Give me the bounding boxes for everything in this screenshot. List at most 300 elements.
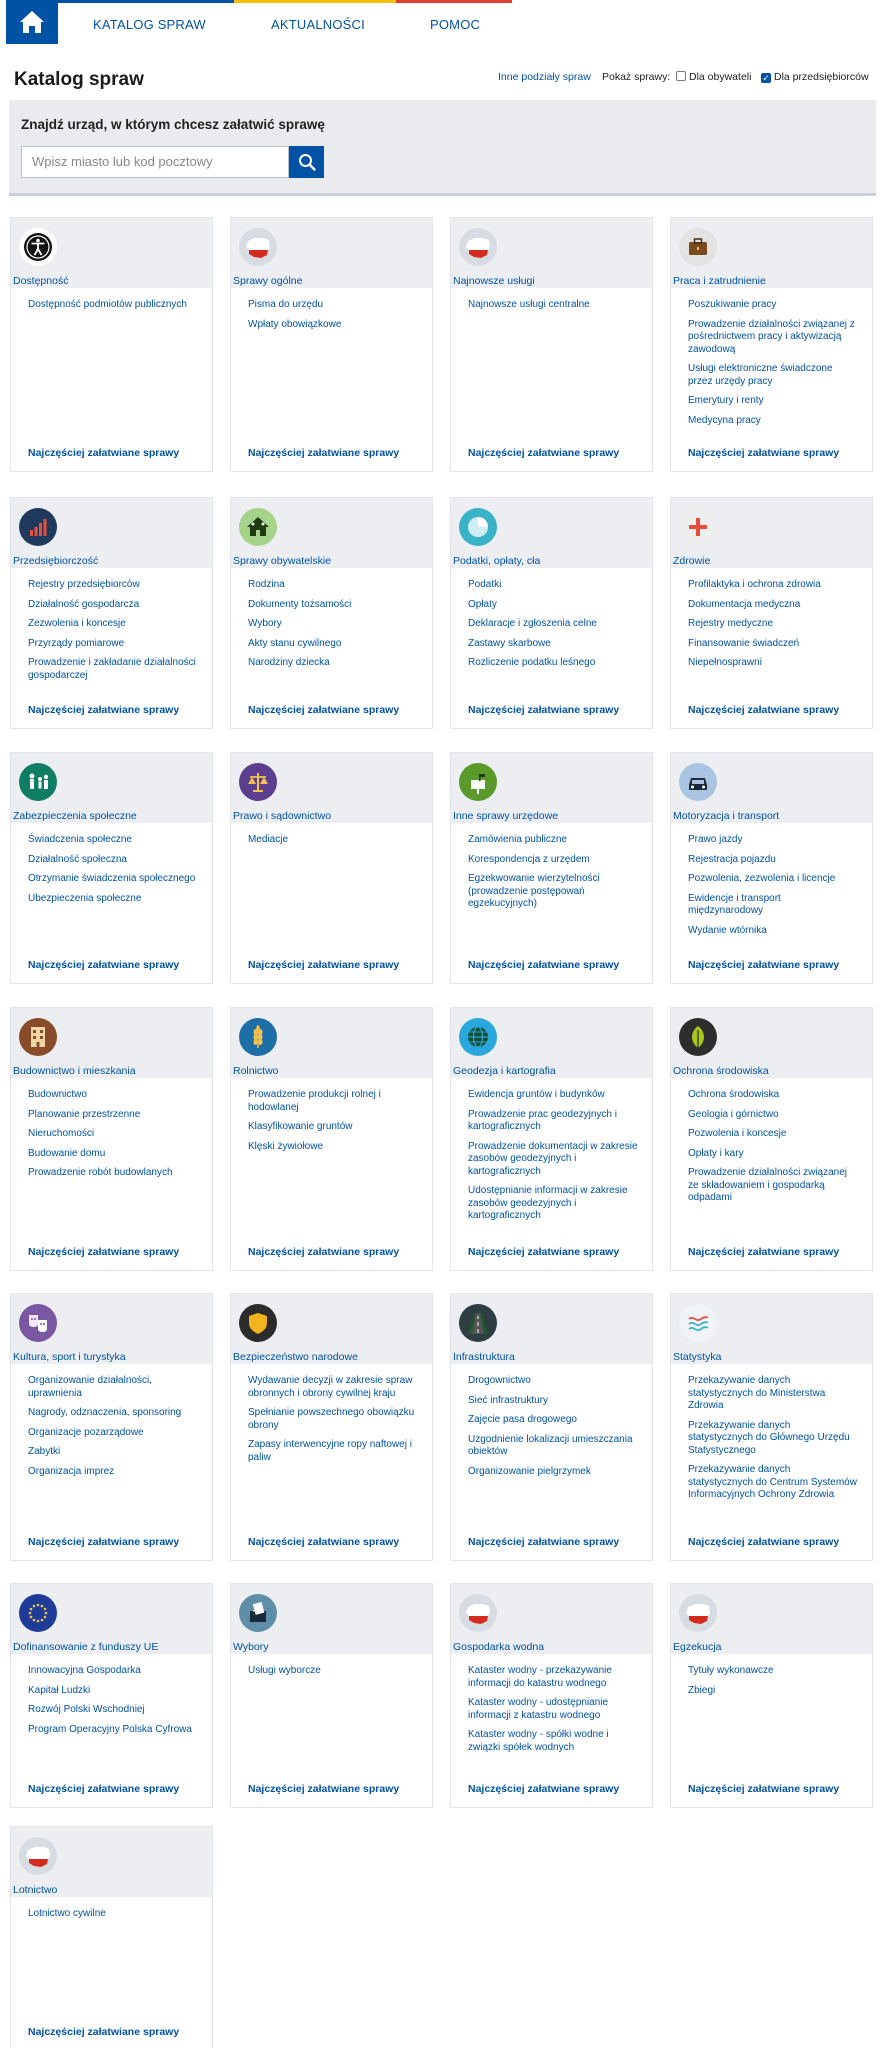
category-card bbox=[670, 752, 873, 984]
category-link[interactable]: Zajęcie pasa drogowego bbox=[468, 1414, 577, 1425]
list-item bbox=[28, 1109, 198, 1122]
category-link[interactable]: Finansowanie świadczeń bbox=[688, 637, 800, 649]
category-links bbox=[11, 1078, 212, 1180]
most-common-link[interactable]: Najczęściej załatwiane sprawy bbox=[28, 1246, 180, 1258]
category-link[interactable]: Pozwolenia i koncesje bbox=[688, 1128, 787, 1139]
category-title[interactable]: Zdrowie bbox=[673, 555, 711, 567]
category-title[interactable]: Zabezpieczenia społeczne bbox=[13, 810, 137, 822]
category-link[interactable]: Usługi wyborcze bbox=[248, 1665, 321, 1676]
category-card bbox=[450, 1583, 653, 1808]
category-title[interactable]: Inne sprawy urzędowe bbox=[453, 810, 559, 822]
category-header bbox=[451, 753, 652, 823]
category-link[interactable]: Mediacje bbox=[248, 834, 289, 845]
list-item bbox=[248, 1141, 418, 1154]
category-card bbox=[670, 497, 873, 729]
list-item bbox=[688, 925, 858, 938]
most-common-link[interactable]: Najczęściej załatwiane sprawy bbox=[468, 1783, 620, 1795]
list-item bbox=[28, 854, 198, 867]
most-common-link[interactable]: Najczęściej załatwiane sprawy bbox=[688, 447, 840, 459]
list-item bbox=[688, 579, 858, 592]
list-item bbox=[688, 638, 858, 651]
category-link[interactable]: Nagrody, odznaczenia, sponsoring bbox=[28, 1407, 182, 1418]
list-item bbox=[248, 1121, 418, 1134]
most-common-link[interactable]: Najczęściej załatwiane sprawy bbox=[248, 959, 400, 971]
most-common-link[interactable]: Najczęściej załatwiane sprawy bbox=[688, 1536, 840, 1548]
most-common-link[interactable]: Najczęściej załatwiane sprawy bbox=[688, 1783, 840, 1795]
most-common-link[interactable]: Najczęściej załatwiane sprawy bbox=[468, 959, 620, 971]
category-links bbox=[11, 288, 212, 312]
list-item bbox=[688, 599, 858, 612]
category-link[interactable]: Sieć infrastruktury bbox=[468, 1394, 549, 1406]
category-link[interactable]: Otrzymanie świadczenia społecznego bbox=[28, 873, 196, 884]
most-common-link[interactable]: Najczęściej załatwiane sprawy bbox=[248, 447, 400, 459]
category-card bbox=[450, 497, 653, 729]
list-item bbox=[688, 363, 858, 388]
list-item bbox=[688, 415, 858, 428]
show-filter bbox=[602, 71, 670, 83]
list-item bbox=[468, 1109, 638, 1134]
category-link[interactable]: Dokumenty tożsamości bbox=[248, 598, 352, 610]
category-link[interactable]: Świadczenia społeczne bbox=[28, 834, 132, 845]
list-item bbox=[28, 1167, 198, 1180]
category-title[interactable]: Budownictwo i mieszkania bbox=[13, 1065, 136, 1077]
most-common-link[interactable]: Najczęściej załatwiane sprawy bbox=[28, 1536, 180, 1548]
mailbox-icon bbox=[459, 763, 497, 801]
category-link[interactable]: Działalność gospodarcza bbox=[28, 598, 140, 610]
category-card bbox=[10, 1826, 213, 2048]
category-links bbox=[11, 1654, 212, 1736]
category-link[interactable]: Medycyna pracy bbox=[688, 414, 761, 426]
category-link[interactable]: Dokumentacja medyczna bbox=[688, 598, 801, 610]
category-links bbox=[451, 568, 652, 670]
business-checkbox[interactable]: ✓ bbox=[762, 73, 770, 83]
category-link[interactable]: Kataster wodny - udostępnianie informacji z katastru wodnego bbox=[468, 1697, 609, 1721]
category-link[interactable]: Rejestry medyczne bbox=[688, 618, 774, 629]
briefcase-icon bbox=[679, 228, 717, 266]
category-link[interactable]: Prowadzenie dokumentacji w zakresie zasobów geodezyjnych i kartograficznych bbox=[468, 1140, 638, 1177]
eu-flag-icon bbox=[19, 1594, 57, 1632]
citizens-checkbox[interactable] bbox=[676, 71, 686, 81]
search-button[interactable] bbox=[289, 146, 324, 178]
poland-map-icon bbox=[459, 1594, 497, 1632]
category-link[interactable]: Działalność społeczna bbox=[28, 853, 127, 865]
list-item bbox=[28, 618, 198, 631]
category-link[interactable]: Akty stanu cywilnego bbox=[248, 637, 342, 649]
category-header bbox=[671, 753, 872, 823]
category-card bbox=[230, 1583, 433, 1808]
category-header bbox=[231, 1008, 432, 1078]
category-card bbox=[670, 217, 873, 472]
category-link[interactable]: Organizowanie działalności, uprawnienia bbox=[28, 1375, 152, 1399]
category-title[interactable]: Praca i zatrudnienie bbox=[673, 275, 766, 287]
category-link[interactable]: Innowacyjna Gospodarka bbox=[28, 1665, 141, 1676]
list-item bbox=[468, 1729, 638, 1754]
most-common-link[interactable]: Najczęściej załatwiane sprawy bbox=[468, 447, 620, 459]
car-icon bbox=[679, 763, 717, 801]
page-title: Katalog spraw bbox=[14, 69, 144, 90]
category-link[interactable]: Rozwój Polski Wschodniej bbox=[28, 1704, 145, 1715]
most-common-link[interactable]: Najczęściej załatwiane sprawy bbox=[28, 447, 180, 459]
most-common-link[interactable]: Najczęściej załatwiane sprawy bbox=[248, 1246, 400, 1258]
category-link[interactable]: Wydawanie decyzji w zakresie spraw obronnych i obrony cywilnej kraju bbox=[248, 1375, 413, 1399]
category-link[interactable]: Budowanie domu bbox=[28, 1147, 106, 1159]
category-link[interactable]: Rodzina bbox=[248, 579, 285, 590]
category-link[interactable]: Niepełnosprawni bbox=[688, 657, 762, 668]
category-header bbox=[451, 1584, 652, 1654]
nav-katalog-spraw[interactable]: KATALOG SPRAW bbox=[93, 17, 206, 32]
category-title[interactable]: Infrastruktura bbox=[453, 1351, 515, 1363]
category-link[interactable]: Wpłaty obowiązkowe bbox=[248, 318, 342, 330]
category-card bbox=[450, 752, 653, 984]
category-link[interactable]: Planowanie przestrzenne bbox=[28, 1108, 141, 1120]
list-item bbox=[688, 873, 858, 886]
category-title[interactable]: Sprawy ogólne bbox=[233, 275, 303, 287]
category-link[interactable]: Pozwolenia, zezwolenia i licencje bbox=[688, 873, 836, 884]
theater-masks-icon bbox=[19, 1304, 57, 1342]
category-link[interactable]: Rozliczenie podatku leśnego bbox=[468, 657, 596, 668]
category-link[interactable]: Deklaracje i zgłoszenia celne bbox=[468, 618, 597, 629]
category-link[interactable]: Ewidencje i transport międzynarodowy bbox=[688, 892, 781, 916]
list-item bbox=[688, 1685, 858, 1698]
category-link[interactable]: Egzekwowanie wierzytelności (prowadzenie postępowań egzekucyjnych) bbox=[468, 873, 600, 909]
category-link[interactable]: Prowadzenie działalności związanej ze składowaniem i gospodarką odpadami bbox=[688, 1167, 847, 1203]
list-item bbox=[248, 1439, 418, 1464]
category-link[interactable]: Zezwolenia i koncesje bbox=[28, 618, 126, 629]
list-item bbox=[688, 299, 858, 312]
most-common-link[interactable]: Najczęściej załatwiane sprawy bbox=[28, 1783, 180, 1795]
category-card bbox=[230, 217, 433, 472]
list-item bbox=[468, 834, 638, 847]
category-link[interactable]: Klęski żywiołowe bbox=[248, 1140, 324, 1152]
category-link[interactable]: Prowadzenie i zakładanie działalności gospodarczej bbox=[28, 657, 196, 681]
most-common-link[interactable]: Najczęściej załatwiane sprawy bbox=[248, 1783, 400, 1795]
category-header bbox=[231, 498, 432, 568]
list-item bbox=[28, 834, 198, 847]
category-links bbox=[671, 568, 872, 670]
category-title[interactable]: Przedsiębiorczość bbox=[13, 555, 99, 567]
category-link[interactable]: Kataster wodny - przekazywanie informacji do katastru wodnego bbox=[468, 1665, 612, 1689]
list-item bbox=[688, 657, 858, 670]
category-title[interactable]: Statystyka bbox=[673, 1351, 722, 1363]
category-link[interactable]: Emerytury i renty bbox=[688, 395, 764, 406]
poland-map-icon bbox=[459, 228, 497, 266]
accessibility-icon bbox=[19, 228, 57, 266]
shield-icon bbox=[239, 1304, 277, 1342]
category-link[interactable]: Poszukiwanie pracy bbox=[688, 299, 777, 310]
poland-map-icon bbox=[239, 228, 277, 266]
list-item bbox=[28, 1427, 198, 1440]
list-item bbox=[468, 618, 638, 631]
office-search-panel bbox=[9, 100, 876, 196]
home-icon bbox=[18, 9, 46, 35]
category-links bbox=[451, 1078, 652, 1223]
home-button[interactable] bbox=[6, 0, 58, 44]
category-links bbox=[231, 288, 432, 331]
nav-stripe-yellow bbox=[234, 0, 396, 3]
poland-map-icon bbox=[19, 1837, 57, 1875]
category-link[interactable]: Zbiegi bbox=[688, 1684, 716, 1696]
most-common-link[interactable]: Najczęściej załatwiane sprawy bbox=[248, 1536, 400, 1548]
most-common-link[interactable]: Najczęściej załatwiane sprawy bbox=[468, 1246, 620, 1258]
category-link[interactable]: Zamówienia publiczne bbox=[468, 834, 567, 845]
list-item bbox=[688, 1089, 858, 1102]
list-item bbox=[28, 1908, 198, 1921]
list-item bbox=[28, 1148, 198, 1161]
category-card bbox=[450, 217, 653, 472]
category-links bbox=[231, 568, 432, 670]
list-item bbox=[248, 638, 418, 651]
search-heading: Znajdź urząd, w którym chcesz załatwić sprawę bbox=[21, 117, 325, 132]
list-item bbox=[468, 657, 638, 670]
category-header bbox=[11, 218, 212, 288]
most-common-link[interactable]: Najczęściej załatwiane sprawy bbox=[688, 704, 840, 716]
category-link[interactable]: Organizacja imprez bbox=[28, 1465, 115, 1477]
filters-bar bbox=[498, 71, 591, 83]
show-label: Pokaż sprawy: bbox=[602, 71, 671, 83]
most-common-link[interactable]: Najczęściej załatwiane sprawy bbox=[468, 1536, 620, 1548]
list-item bbox=[468, 299, 638, 312]
category-link[interactable]: Organizowanie pielgrzymek bbox=[468, 1465, 591, 1477]
category-title[interactable]: Egzekucja bbox=[673, 1641, 722, 1653]
category-link[interactable]: Budownictwo bbox=[28, 1089, 87, 1100]
category-link[interactable]: Lotnictwo cywilne bbox=[28, 1908, 106, 1919]
most-common-link[interactable]: Najczęściej załatwiane sprawy bbox=[28, 704, 180, 716]
category-links bbox=[231, 1654, 432, 1678]
building-icon bbox=[19, 1018, 57, 1056]
list-item bbox=[468, 1466, 638, 1479]
list-item bbox=[688, 319, 858, 357]
category-card bbox=[670, 1007, 873, 1271]
category-header bbox=[671, 1584, 872, 1654]
category-link[interactable]: Prowadzenie produkcji rolnej i hodowlanej bbox=[248, 1089, 381, 1113]
category-link[interactable]: Podatki bbox=[468, 579, 502, 590]
category-title[interactable]: Wybory bbox=[233, 1641, 269, 1653]
category-link[interactable]: Uzgodnienie lokalizacji umieszczania obiektów bbox=[468, 1433, 633, 1457]
category-header bbox=[671, 1008, 872, 1078]
category-link[interactable]: Pisma do urzędu bbox=[248, 299, 324, 310]
list-item bbox=[248, 319, 418, 332]
category-header bbox=[11, 1008, 212, 1078]
nav-pomoc[interactable]: POMOC bbox=[430, 17, 481, 32]
category-link[interactable]: Opłaty i kary bbox=[688, 1147, 744, 1159]
category-link[interactable]: Tytuły wykonawcze bbox=[688, 1665, 774, 1676]
category-link[interactable]: Korespondencja z urzędem bbox=[468, 853, 590, 865]
category-header bbox=[671, 1294, 872, 1364]
category-card bbox=[230, 1007, 433, 1271]
nav-stripe-red bbox=[396, 0, 512, 3]
category-title[interactable]: Dostępność bbox=[13, 275, 69, 287]
category-title[interactable]: Kultura, sport i turystyka bbox=[13, 1351, 126, 1363]
business-option[interactable] bbox=[761, 71, 869, 83]
list-item bbox=[468, 1185, 638, 1223]
category-title[interactable]: Prawo i sądownictwo bbox=[233, 810, 332, 822]
category-header bbox=[11, 1827, 212, 1897]
list-item bbox=[248, 657, 418, 670]
category-title[interactable]: Geodezja i kartografia bbox=[453, 1065, 556, 1077]
category-title[interactable]: Sprawy obywatelskie bbox=[233, 555, 332, 567]
category-title[interactable]: Podatki, opłaty, cła bbox=[453, 555, 541, 567]
category-card bbox=[230, 752, 433, 984]
list-item bbox=[468, 1089, 638, 1102]
globe-icon bbox=[459, 1018, 497, 1056]
list-item bbox=[688, 1167, 858, 1205]
list-item bbox=[468, 1665, 638, 1690]
category-header bbox=[11, 753, 212, 823]
category-link[interactable]: Program Operacyjny Polska Cyfrowa bbox=[28, 1723, 192, 1735]
list-item bbox=[28, 299, 198, 312]
list-item bbox=[28, 579, 198, 592]
nav-aktualnosci[interactable]: AKTUALNOŚCI bbox=[271, 17, 365, 32]
most-common-link[interactable]: Najczęściej załatwiane sprawy bbox=[688, 959, 840, 971]
category-card bbox=[450, 1293, 653, 1561]
category-link[interactable]: Zapasy interwencyjne ropy naftowej i paliw bbox=[248, 1439, 412, 1463]
category-links bbox=[671, 288, 872, 427]
category-header bbox=[231, 1294, 432, 1364]
list-item bbox=[468, 599, 638, 612]
list-item bbox=[688, 893, 858, 918]
category-link[interactable]: Zabytki bbox=[28, 1446, 61, 1457]
category-card bbox=[10, 1007, 213, 1271]
citizens-option[interactable] bbox=[676, 71, 751, 83]
list-item bbox=[28, 893, 198, 906]
category-links bbox=[11, 1897, 212, 1921]
list-item bbox=[28, 1407, 198, 1420]
category-title[interactable]: Rolnictwo bbox=[233, 1065, 279, 1077]
category-link[interactable]: Prawo jazdy bbox=[688, 834, 743, 845]
category-link[interactable]: Prowadzenie robót budowlanych bbox=[28, 1167, 173, 1178]
category-link[interactable]: Prowadzenie działalności związanej z pośrednictwem pracy i aktywizacją zawodową bbox=[688, 318, 855, 355]
list-item bbox=[688, 1375, 858, 1413]
category-title[interactable]: Lotnictwo bbox=[13, 1884, 58, 1896]
poland-map-icon bbox=[679, 1594, 717, 1632]
category-title[interactable]: Najnowsze usługi bbox=[453, 275, 535, 287]
category-link[interactable]: Rejestracja pojazdu bbox=[688, 853, 776, 865]
list-item bbox=[248, 579, 418, 592]
category-link[interactable]: Klasyfikowanie gruntów bbox=[248, 1121, 353, 1132]
list-item bbox=[468, 1395, 638, 1408]
list-item bbox=[28, 1466, 198, 1479]
list-item bbox=[468, 854, 638, 867]
most-common-link[interactable]: Najczęściej załatwiane sprawy bbox=[28, 2026, 180, 2038]
business-label: Dla przedsiębiorców bbox=[774, 71, 869, 83]
list-item bbox=[28, 1685, 198, 1698]
ballot-box-icon bbox=[239, 1594, 277, 1632]
category-link[interactable]: Geologia i górnictwo bbox=[688, 1108, 779, 1120]
category-title[interactable]: Bezpieczeństwo narodowe bbox=[233, 1351, 358, 1363]
most-common-link[interactable]: Najczęściej załatwiane sprawy bbox=[248, 704, 400, 716]
category-card bbox=[10, 752, 213, 984]
search-input[interactable]: Wpisz miasto lub kod pocztowy bbox=[21, 146, 289, 178]
house-icon bbox=[239, 508, 277, 546]
list-item bbox=[28, 1128, 198, 1141]
list-item bbox=[688, 395, 858, 408]
category-link[interactable]: Dostępność podmiotów publicznych bbox=[28, 299, 187, 310]
category-link[interactable]: Przekazywanie danych statystycznych do Głównego Urzędu Statystycznego bbox=[688, 1419, 850, 1456]
citizens-label: Dla obywateli bbox=[689, 71, 752, 83]
other-divisions-link[interactable]: Inne podziały spraw bbox=[498, 71, 591, 83]
list-item bbox=[248, 599, 418, 612]
category-link[interactable]: Opłaty bbox=[468, 598, 497, 610]
list-item bbox=[248, 1665, 418, 1678]
category-links bbox=[231, 1364, 432, 1464]
category-link[interactable]: Ochrona środowiska bbox=[688, 1089, 780, 1100]
category-link[interactable]: Kataster wodny - spółki wodne i związki spółek wodnych bbox=[468, 1729, 609, 1753]
category-card bbox=[450, 1007, 653, 1271]
list-item bbox=[248, 299, 418, 312]
category-link[interactable]: Nieruchomości bbox=[28, 1128, 95, 1139]
category-links bbox=[451, 1364, 652, 1478]
list-item bbox=[688, 834, 858, 847]
list-item bbox=[468, 873, 638, 911]
category-link[interactable]: Profilaktyka i ochrona zdrowia bbox=[688, 579, 821, 590]
category-link[interactable]: Ewidencja gruntów i budynków bbox=[468, 1089, 605, 1100]
category-title[interactable]: Ochrona środowiska bbox=[673, 1065, 769, 1077]
category-header bbox=[451, 218, 652, 288]
list-item bbox=[688, 1109, 858, 1122]
category-link[interactable]: Drogownictwo bbox=[468, 1375, 531, 1386]
red-cross-icon bbox=[679, 508, 717, 546]
category-links bbox=[671, 1654, 872, 1697]
category-header bbox=[11, 1584, 212, 1654]
list-item bbox=[28, 1446, 198, 1459]
category-title[interactable]: Dofinansowanie z funduszy UE bbox=[13, 1641, 159, 1653]
category-link[interactable]: Kapitał Ludzki bbox=[28, 1684, 91, 1696]
list-item bbox=[28, 873, 198, 886]
list-item bbox=[248, 834, 418, 847]
list-item bbox=[28, 1665, 198, 1678]
statistics-wave-icon bbox=[679, 1304, 717, 1342]
category-header bbox=[671, 218, 872, 288]
scales-icon bbox=[239, 763, 277, 801]
category-link[interactable]: Przyrządy pomiarowe bbox=[28, 637, 125, 649]
most-common-link[interactable]: Najczęściej załatwiane sprawy bbox=[468, 704, 620, 716]
category-title[interactable]: Gospodarka wodna bbox=[453, 1641, 545, 1653]
list-item bbox=[468, 1434, 638, 1459]
list-item bbox=[28, 657, 198, 682]
category-links bbox=[671, 823, 872, 937]
category-header bbox=[231, 753, 432, 823]
category-link[interactable]: Ubezpieczenia społeczne bbox=[28, 892, 142, 904]
list-item bbox=[468, 579, 638, 592]
category-links bbox=[11, 568, 212, 682]
category-card bbox=[230, 497, 433, 729]
category-title[interactable]: Motoryzacja i transport bbox=[673, 810, 780, 822]
category-link[interactable]: Najnowsze usługi centralne bbox=[468, 299, 590, 310]
leaf-icon bbox=[679, 1018, 717, 1056]
category-link[interactable]: Prowadzenie prac geodezyjnych i kartograficznych bbox=[468, 1108, 617, 1132]
most-common-link[interactable]: Najczęściej załatwiane sprawy bbox=[28, 959, 180, 971]
wheat-icon bbox=[239, 1018, 277, 1056]
list-item bbox=[468, 1141, 638, 1179]
category-link[interactable]: Spełnianie powszechnego obowiązku obrony bbox=[248, 1407, 415, 1431]
category-links bbox=[451, 288, 652, 312]
category-link[interactable]: Zastawy skarbowe bbox=[468, 637, 551, 649]
category-card bbox=[10, 497, 213, 729]
category-link[interactable]: Udostępnianie informacji w zakresie zasobów geodezyjnych i kartograficznych bbox=[468, 1185, 628, 1221]
category-card bbox=[230, 1293, 433, 1561]
list-item bbox=[688, 1665, 858, 1678]
category-link[interactable]: Rejestry przedsiębiorców bbox=[28, 579, 140, 590]
category-link[interactable]: Wybory bbox=[248, 618, 282, 629]
category-link[interactable]: Wydanie wtórnika bbox=[688, 924, 767, 936]
category-link[interactable]: Narodziny dziecka bbox=[248, 657, 330, 668]
category-link[interactable]: Przekazywanie danych statystycznych do Centrum Systemów Informacyjnych Ochrony Zdrowia bbox=[688, 1464, 857, 1500]
category-header bbox=[11, 498, 212, 568]
category-link[interactable]: Usługi elektroniczne świadczone przez urzędy pracy bbox=[688, 363, 833, 387]
category-link[interactable]: Organizacje pozarządowe bbox=[28, 1426, 144, 1438]
category-link[interactable]: Przekazywanie danych statystycznych do Ministerstwa Zdrowia bbox=[688, 1375, 826, 1411]
most-common-link[interactable]: Najczęściej załatwiane sprawy bbox=[688, 1246, 840, 1258]
